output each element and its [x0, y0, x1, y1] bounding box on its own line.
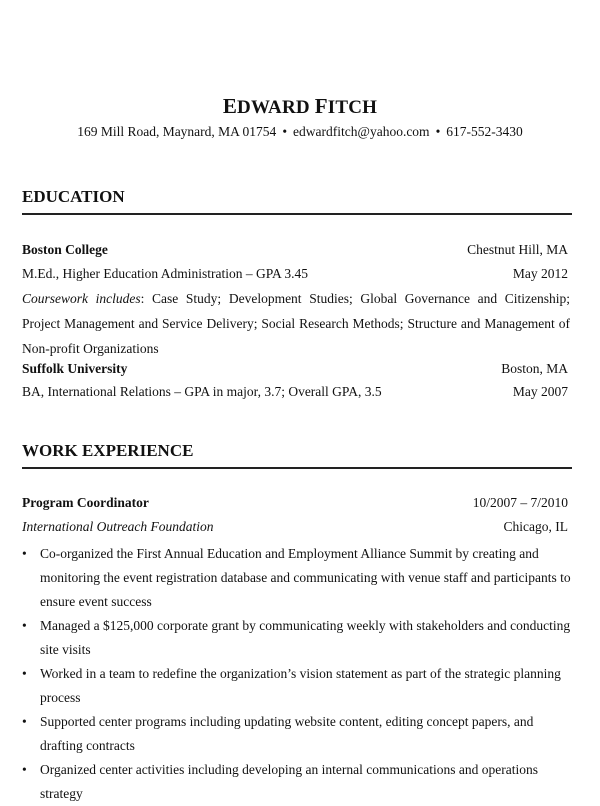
name-rest-last: ITCH	[327, 97, 378, 118]
degree-row	[22, 384, 568, 400]
separator: •	[282, 124, 288, 139]
list-item	[22, 710, 572, 758]
bullet-icon: •	[22, 762, 27, 777]
address: 169 Mill Road, Maynard, MA 01754	[77, 124, 277, 139]
degree: BA, International Relations – GPA in major, 3.7; Overall GPA, 3.5	[22, 384, 382, 399]
list-item	[22, 758, 572, 806]
school-location: Chestnut Hill, MA	[467, 242, 568, 257]
bullet-icon: •	[22, 666, 27, 681]
list-item	[22, 542, 572, 614]
work-divider	[22, 467, 572, 469]
name-rest-first: DWARD	[237, 97, 315, 118]
coursework-label: Coursework includes	[22, 291, 141, 306]
school-row	[22, 361, 568, 377]
name-initial-last: F	[314, 94, 328, 118]
job-bullets	[22, 542, 572, 806]
separator: •	[435, 124, 441, 139]
bullet-icon: •	[22, 618, 27, 633]
bullet-icon: •	[22, 714, 27, 729]
education-heading: EDUCATION	[22, 187, 125, 206]
school-name: Boston College	[22, 242, 108, 257]
email: edwardfitch@yahoo.com	[293, 124, 430, 139]
bullet-icon: •	[22, 546, 27, 561]
job-dates: 10/2007 – 7/2010	[472, 495, 568, 510]
job-title: Program Coordinator	[22, 495, 149, 510]
name-initial-first: E	[222, 94, 238, 118]
job-location: Chicago, IL	[503, 519, 568, 534]
school-row	[22, 242, 568, 258]
coursework	[22, 286, 570, 361]
bullet-text: Co-organized the First Annual Education and Employment Alliance Summit by creating and monitoring the event registration database and communicating with venue staff and participants to ensure event success	[40, 546, 571, 609]
coursework-text: : Case Study; Development Studies; Global Governance and Citizenship; Project Management and Service Delivery; Social Research Methods; Structure and Management of Non-profit Organizations	[22, 291, 570, 356]
bullet-text: Organized center activities including developing an internal communications and operations strategy	[40, 762, 538, 801]
bullet-text: Supported center programs including updating website content, editing concept papers, and drafting contracts	[40, 714, 534, 753]
bullet-text: Managed a $125,000 corporate grant by communicating weekly with stakeholders and conducting site visits	[40, 618, 571, 657]
school-location: Boston, MA	[501, 361, 568, 376]
list-item	[22, 662, 572, 710]
degree-row	[22, 266, 568, 282]
degree-date: May 2007	[512, 384, 568, 399]
phone: 617-552-3430	[446, 124, 523, 139]
resume-name	[0, 94, 600, 119]
work-heading: WORK EXPERIENCE	[22, 441, 194, 460]
list-item	[22, 614, 572, 662]
school-name: Suffolk University	[22, 361, 128, 376]
degree-date: May 2012	[512, 266, 568, 281]
org-row	[22, 519, 568, 535]
education-divider	[22, 213, 572, 215]
contact-line	[0, 124, 600, 140]
bullet-text: Worked in a team to redefine the organization’s vision statement as part of the strategic planning process	[40, 666, 561, 705]
organization: International Outreach Foundation	[22, 519, 214, 534]
job-row	[22, 495, 568, 511]
degree: M.Ed., Higher Education Administration – GPA 3.45	[22, 266, 308, 281]
